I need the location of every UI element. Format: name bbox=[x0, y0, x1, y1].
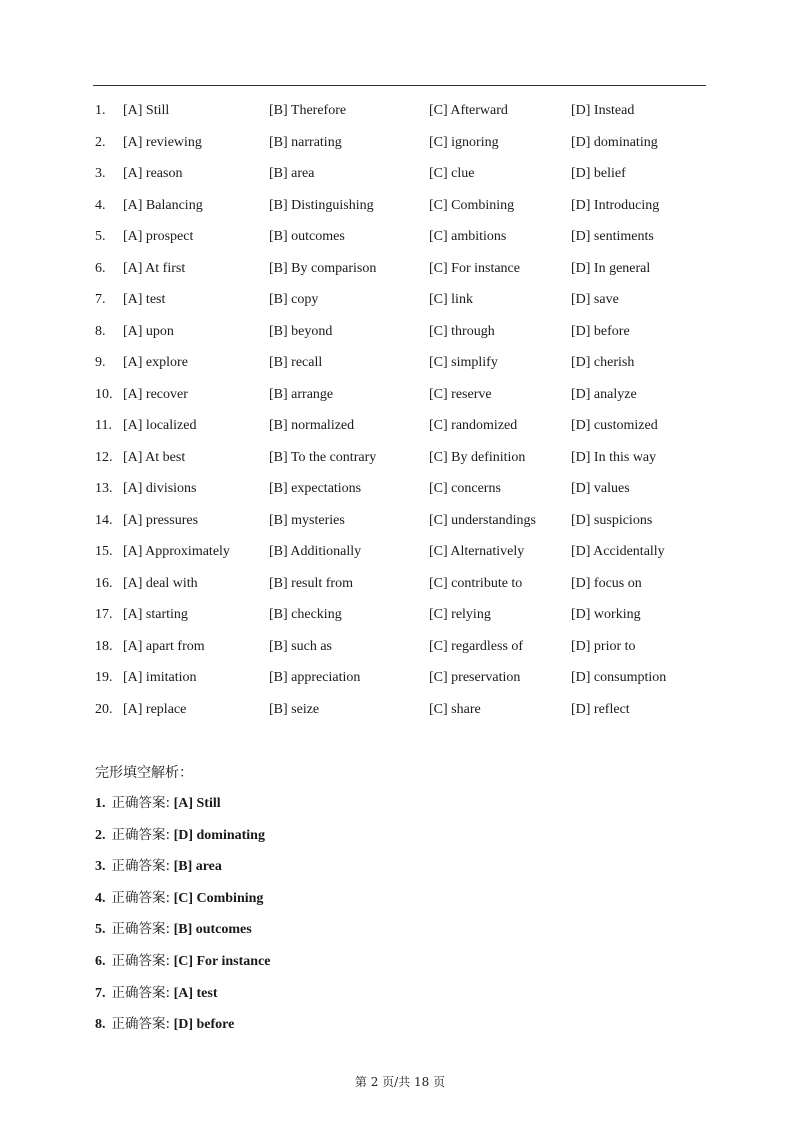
option-b: [B] expectations bbox=[269, 481, 362, 496]
option-a: [A] test bbox=[123, 292, 166, 307]
answer-number: 8. bbox=[95, 1017, 106, 1033]
option-c: [C] ignoring bbox=[429, 134, 499, 150]
option-b: [B] appreciation bbox=[269, 670, 361, 685]
question-number: 15. bbox=[95, 544, 113, 559]
option-c: [C] For instance bbox=[429, 260, 520, 276]
answer-number: 5. bbox=[95, 922, 106, 938]
option-b: [B] narrating bbox=[269, 134, 342, 150]
option-row bbox=[0, 509, 800, 541]
option-a: [A] deal with bbox=[123, 575, 198, 591]
option-c: [C] Alternatively bbox=[429, 544, 525, 559]
answer-value: [D] before bbox=[173, 1017, 235, 1033]
option-c: [C] contribute to bbox=[429, 575, 523, 591]
answer-item bbox=[95, 950, 271, 982]
question-number: 2. bbox=[95, 134, 106, 150]
answer-value: [D] dominating bbox=[173, 827, 265, 843]
option-b: [B] seize bbox=[269, 701, 320, 717]
option-b: [B] such as bbox=[269, 638, 332, 654]
answer-value: [A] test bbox=[173, 985, 218, 1001]
option-c: [C] through bbox=[429, 323, 495, 339]
answer-number: 6. bbox=[95, 953, 106, 969]
option-c: [C] Afterward bbox=[429, 103, 508, 118]
option-a: [A] explore bbox=[123, 355, 188, 370]
option-a: [A] pressures bbox=[123, 512, 199, 528]
question-number: 3. bbox=[95, 166, 106, 181]
option-d: [D] dominating bbox=[571, 134, 658, 150]
answer-item bbox=[95, 918, 271, 950]
answer-value: [C] For instance bbox=[173, 953, 271, 969]
option-d: [D] In general bbox=[571, 260, 651, 276]
question-number: 11. bbox=[95, 418, 112, 433]
option-d: [D] focus on bbox=[571, 575, 642, 591]
question-number: 16. bbox=[95, 575, 113, 591]
option-d: [D] working bbox=[571, 607, 641, 622]
option-b: [B] recall bbox=[269, 355, 323, 370]
option-row bbox=[0, 446, 800, 478]
option-b: [B] Distinguishing bbox=[269, 197, 374, 213]
analysis-title: 完形填空解析： bbox=[95, 765, 193, 781]
option-b: [B] Additionally bbox=[269, 544, 362, 559]
option-row bbox=[0, 383, 800, 415]
option-d: [D] save bbox=[571, 292, 619, 307]
option-d: [D] reflect bbox=[571, 701, 630, 717]
answer-number: 2. bbox=[95, 827, 106, 843]
option-row bbox=[0, 635, 800, 667]
option-c: [C] share bbox=[429, 701, 481, 717]
options-table bbox=[0, 99, 800, 729]
option-c: [C] clue bbox=[429, 166, 475, 181]
answer-number: 1. bbox=[95, 796, 106, 811]
option-row bbox=[0, 320, 800, 352]
option-row bbox=[0, 572, 800, 604]
option-row bbox=[0, 162, 800, 194]
option-a: [A] At best bbox=[123, 449, 186, 465]
question-number: 17. bbox=[95, 607, 113, 622]
option-row bbox=[0, 540, 800, 572]
answer-item bbox=[95, 982, 271, 1014]
option-b: [B] outcomes bbox=[269, 229, 345, 244]
option-a: [A] Balancing bbox=[123, 197, 203, 213]
option-b: [B] Therefore bbox=[269, 103, 347, 118]
option-c: [C] concerns bbox=[429, 481, 501, 496]
option-b: [B] copy bbox=[269, 292, 319, 307]
option-b: [B] checking bbox=[269, 607, 342, 622]
answer-label: 正确答案: bbox=[111, 795, 171, 811]
option-row bbox=[0, 257, 800, 289]
option-d: [D] prior to bbox=[571, 638, 636, 654]
option-b: [B] result from bbox=[269, 575, 353, 591]
option-row bbox=[0, 477, 800, 509]
answers-list bbox=[95, 792, 271, 1045]
option-row bbox=[0, 603, 800, 635]
answer-label: 正确答案: bbox=[111, 984, 171, 1001]
option-b: [B] To the contrary bbox=[269, 449, 377, 465]
question-number: 20. bbox=[95, 701, 113, 717]
answer-number: 7. bbox=[95, 985, 106, 1001]
option-d: [D] suspicions bbox=[571, 512, 653, 528]
option-b: [B] area bbox=[269, 166, 315, 181]
option-a: [A] recover bbox=[123, 386, 188, 402]
option-a: [A] localized bbox=[123, 418, 197, 433]
option-a: [A] reviewing bbox=[123, 134, 202, 150]
question-number: 10. bbox=[95, 386, 113, 402]
option-d: [D] sentiments bbox=[571, 229, 654, 244]
question-number: 14. bbox=[95, 512, 113, 528]
answer-item bbox=[95, 792, 271, 824]
option-b: [B] By comparison bbox=[269, 260, 377, 276]
answer-label: 正确答案: bbox=[111, 826, 171, 843]
option-c: [C] link bbox=[429, 292, 473, 307]
option-a: [A] imitation bbox=[123, 670, 197, 685]
question-number: 9. bbox=[95, 355, 106, 370]
option-b: [B] normalized bbox=[269, 418, 355, 433]
option-d: [D] Instead bbox=[571, 103, 635, 118]
option-d: [D] In this way bbox=[571, 449, 657, 465]
question-number: 4. bbox=[95, 197, 106, 213]
option-a: [A] Approximately bbox=[123, 544, 230, 559]
option-b: [B] mysteries bbox=[269, 512, 345, 528]
option-row bbox=[0, 194, 800, 226]
option-a: [A] replace bbox=[123, 701, 187, 717]
answer-value: [B] outcomes bbox=[173, 922, 252, 938]
option-c: [C] preservation bbox=[429, 670, 521, 685]
option-d: [D] Accidentally bbox=[571, 544, 665, 559]
answer-value: [A] Still bbox=[173, 796, 221, 811]
answer-item bbox=[95, 887, 271, 919]
option-c: [C] relying bbox=[429, 607, 491, 622]
option-c: [C] randomized bbox=[429, 418, 518, 433]
question-number: 1. bbox=[95, 103, 106, 118]
option-c: [C] By definition bbox=[429, 449, 526, 465]
option-d: [D] cherish bbox=[571, 355, 635, 370]
option-row bbox=[0, 131, 800, 163]
option-row bbox=[0, 666, 800, 698]
option-row bbox=[0, 288, 800, 320]
answer-item bbox=[95, 1013, 271, 1045]
option-c: [C] regardless of bbox=[429, 638, 524, 654]
question-number: 6. bbox=[95, 260, 106, 276]
answer-label: 正确答案: bbox=[111, 858, 171, 875]
answer-value: [B] area bbox=[173, 859, 222, 875]
option-c: [C] understandings bbox=[429, 512, 536, 528]
option-a: [A] Still bbox=[123, 103, 170, 118]
option-row bbox=[0, 698, 800, 730]
option-b: [B] beyond bbox=[269, 323, 333, 339]
option-a: [A] upon bbox=[123, 323, 174, 339]
option-c: [C] reserve bbox=[429, 386, 492, 402]
option-a: [A] apart from bbox=[123, 638, 205, 654]
answer-item bbox=[95, 855, 271, 887]
answer-label: 正确答案: bbox=[111, 1016, 171, 1033]
option-c: [C] ambitions bbox=[429, 229, 507, 244]
question-number: 19. bbox=[95, 670, 113, 685]
option-d: [D] analyze bbox=[571, 386, 637, 402]
option-row bbox=[0, 351, 800, 383]
option-a: [A] At first bbox=[123, 260, 186, 276]
answer-label: 正确答案: bbox=[111, 921, 171, 938]
answer-number: 4. bbox=[95, 890, 106, 906]
header-rule bbox=[93, 85, 706, 86]
option-a: [A] reason bbox=[123, 166, 183, 181]
option-c: [C] simplify bbox=[429, 355, 498, 370]
answer-item bbox=[95, 824, 271, 856]
option-d: [D] before bbox=[571, 323, 630, 339]
answer-label: 正确答案: bbox=[111, 889, 171, 906]
option-row bbox=[0, 99, 800, 131]
option-b: [B] arrange bbox=[269, 386, 334, 402]
answer-value: [C] Combining bbox=[173, 890, 264, 906]
option-d: [D] Introducing bbox=[571, 197, 660, 213]
option-row bbox=[0, 414, 800, 446]
question-number: 18. bbox=[95, 638, 113, 654]
question-number: 13. bbox=[95, 481, 113, 496]
option-a: [A] prospect bbox=[123, 229, 194, 244]
option-row bbox=[0, 225, 800, 257]
answer-number: 3. bbox=[95, 859, 106, 875]
option-a: [A] divisions bbox=[123, 481, 197, 496]
page-footer: 第 2 页/共 18 页 bbox=[354, 1075, 446, 1089]
option-c: [C] Combining bbox=[429, 197, 515, 213]
answer-label: 正确答案: bbox=[111, 952, 171, 969]
question-number: 8. bbox=[95, 323, 106, 339]
question-number: 5. bbox=[95, 229, 106, 244]
option-d: [D] consumption bbox=[571, 670, 667, 685]
option-d: [D] customized bbox=[571, 418, 658, 433]
option-d: [D] belief bbox=[571, 166, 626, 181]
question-number: 7. bbox=[95, 292, 106, 307]
option-d: [D] values bbox=[571, 481, 630, 496]
question-number: 12. bbox=[95, 449, 113, 465]
option-a: [A] starting bbox=[123, 607, 188, 622]
